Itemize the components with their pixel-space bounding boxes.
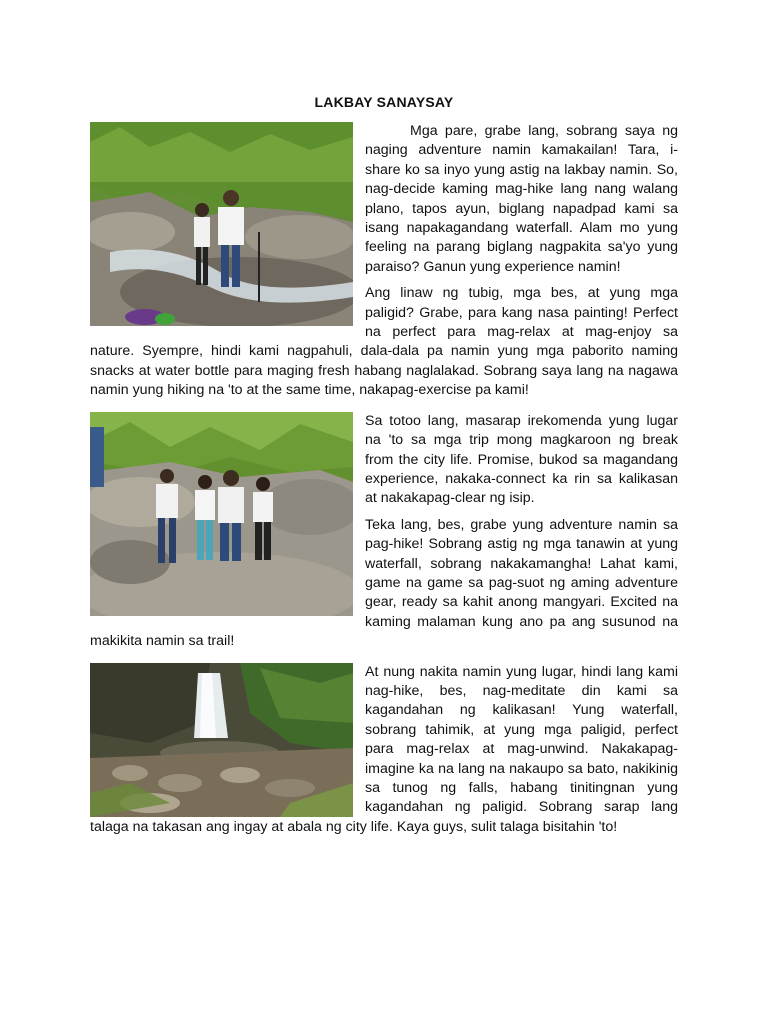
photo-group-on-rocks (90, 412, 353, 616)
section-3 (90, 663, 678, 845)
paragraph-3: Sa totoo lang, masarap irekomenda yung lugar na 'to sa mga trip mong magkaroon ng break from the city life. Promise, bukod sa magandang experience, nakaka-connect ka rin sa kalikasan at nakakapag-clear ng isip. (365, 412, 678, 507)
photo-waterfall (90, 663, 353, 817)
document-page (90, 92, 678, 844)
section-2 (90, 412, 678, 659)
paragraph-5: At nung nakita namin yung lugar, hindi lang kami nag-hike, bes, nag-meditate din kami sa kagandahan ng kalikasan! Yung waterfall, sobrang tahimik, at yung mga paligid, perfect para mag-relax at mag-unwind. Nakakapag-imagine ka na lang na nakaupo sa bato, nakikinig sa tunog ng falls, habang tinitingnan yung kagandahan ng paligid. Sobrang sarap lang talaga na takasan ang ingay at abala ng city life. Kaya guys, sulit talaga bisitahin 'to! (90, 663, 678, 835)
paragraph-4: Teka lang, bes, grabe yung adventure namin sa pag-hike! Sobrang astig ng mga tanawin at yung waterfall, sobrang nakakamangha! Lahat kami, game na game sa pag-suot ng aming adventure gear, ready sa kahit anong mangyari. Excited na kaming malaman kung ano pa ang susunod na makikita namin sa trail! (90, 516, 678, 650)
paragraph-1: Mga pare, grabe lang, sobrang saya ng naging adventure namin kamakailan! Tara, i-share ko sa inyo yung astig na lakbay namin. So, nag-decide kaming mag-hike lang nang walang plano, tapos ayun, biglang napadpad kami sa isang napakagandang waterfall. Alam mo yung feeling na parang biglang nagpakita sa'yo yung paraiso? Ganun yung experience namin! (365, 123, 678, 275)
photo-two-hikers-by-stream (90, 122, 353, 326)
section-1 (90, 122, 678, 408)
paragraph-2: Ang linaw ng tubig, mga bes, at yung mga paligid? Grabe, para kang nasa painting! Perfect na perfect para mag-relax at mag-enjoy sa nature. Syempre, hindi kami nagpahuli, dala-dala pa namin yung mga paborito naming snacks at water bottle para maging fresh habang naglalakad. Sobrang saya lang na nagawa namin yung hiking na 'to at the same time, nakapag-exercise pa kami! (90, 285, 678, 399)
document-title: LAKBAY SANAYSAY (314, 94, 454, 110)
